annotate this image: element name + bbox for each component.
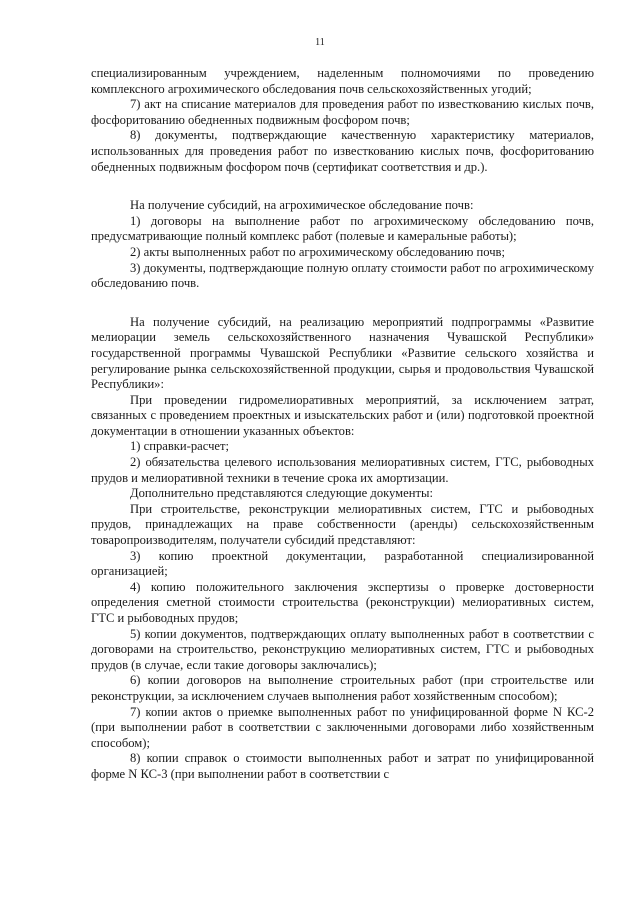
list-item: 3) документы, подтверждающие полную оплату стоимости работ по агрохимическому обследованию почв. xyxy=(91,260,594,291)
list-item: 6) копии договоров на выполнение строительных работ (при строительстве или реконструкции, за исключением случаев выполнения работ хозяйственным способом); xyxy=(91,673,594,703)
list-item: 8) документы, подтверждающие качественную характеристику материалов, использованных для проведения работ по известкованию кислых почв, фосфоритованию обедненных подвижным фосфором почв (сертификат соответствия и др.). xyxy=(91,128,594,174)
paragraph: специализированным учреждением, наделенным полномочиями по проведению комплексного агрохимического обследования почв сельскохозяйственных угодий; xyxy=(91,66,594,96)
document-body xyxy=(91,66,594,783)
list-item: 3) копию проектной документации, разработанной специализированной организацией; xyxy=(91,548,594,579)
paragraph: При проведении гидромелиоративных мероприятий, за исключением затрат, связанных с проведением проектных и изыскательских работ и (или) подготовкой проектной документации в отношении указанных объектов: xyxy=(91,392,594,438)
list-item: 7) копии актов о приемке выполненных работ по унифицированной форме N КС-2 (при выполнении работ в соответствии с заключенными договорами либо хозяйственным способом); xyxy=(91,704,594,750)
list-item: 2) обязательства целевого использования мелиоративных систем, ГТС, рыбоводных прудов и мелиоративной техники в течение срока их амортизации. xyxy=(91,455,594,485)
paragraph-gap xyxy=(91,175,594,198)
section-heading: На получение субсидий, на агрохимическое обследование почв: xyxy=(130,198,474,213)
list-item: 4) копию положительного заключения экспертизы о проверке достоверности определения сметной стоимости строительства (реконструкции) мелиоративных систем, ГТС и рыбоводных прудов; xyxy=(91,579,594,625)
paragraph: Дополнительно представляются следующие документы: xyxy=(130,486,433,501)
section-melioration xyxy=(91,315,594,783)
list-item: 5) копии документов, подтверждающих оплату выполненных работ в соответствии с договорами на строительство, реконструкцию мелиоративных систем, ГТС и рыбоводных прудов (в случае, если такие договоры заключались); xyxy=(91,626,594,672)
section-materials xyxy=(91,66,594,175)
list-item: 2) акты выполненных работ по агрохимическому обследованию почв; xyxy=(130,244,505,259)
list-item: 1) договоры на выполнение работ по агрохимическому обследованию почв, предусматривающие полный комплекс работ (полевые и камеральные работы); xyxy=(91,213,594,244)
list-item: 1) справки-расчет; xyxy=(130,439,230,454)
paragraph-gap xyxy=(91,292,594,315)
section-agrochemical-survey xyxy=(91,198,594,292)
list-item: 8) копии справок о стоимости выполненных работ и затрат по унифицированной форме N КС-3 (при выполнении работ в соответствии с xyxy=(91,751,594,781)
section-heading: На получение субсидий, на реализацию мероприятий подпрограммы «Развитие мелиорации земель сельскохозяйственного назначения Чувашской Республики» государственной программы Чувашской Республики «Развитие сельского хозяйства и регулирование рынка сельскохозяйственной продукции, сырья и продовольствия Чувашской Республики»: xyxy=(91,314,594,392)
paragraph: При строительстве, реконструкции мелиоративных систем, ГТС и рыбоводных прудов, принадлежащих на праве собственности (аренды) сельскохозяйственным товаропроизводителям, получатели субсидий представляют: xyxy=(91,501,594,548)
list-item: 7) акт на списание материалов для проведения работ по известкованию кислых почв, фосфоритованию обедненных подвижным фосфором почв; xyxy=(91,97,594,127)
page-number: 11 xyxy=(315,37,325,48)
